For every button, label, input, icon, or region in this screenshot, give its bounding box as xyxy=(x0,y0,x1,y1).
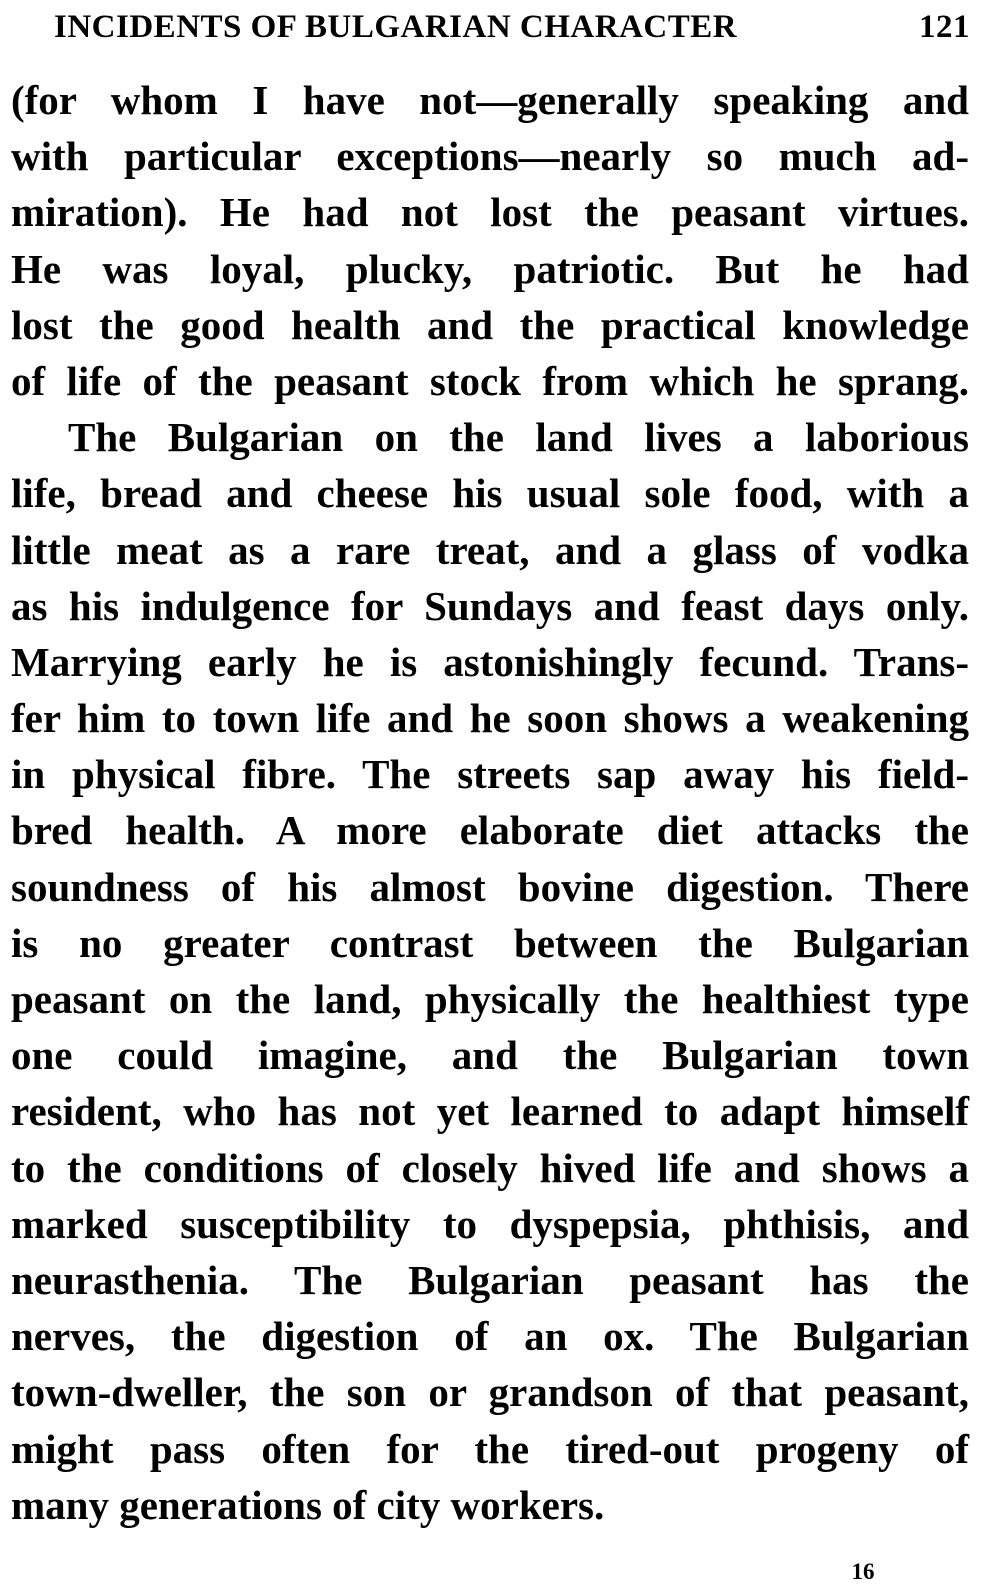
text-line: bred health. A more elaborate diet attacks the xyxy=(11,807,969,854)
text-line: life, bread and cheese his usual sole food, with a xyxy=(11,470,969,517)
text-line: neurasthenia. The Bulgarian peasant has the xyxy=(11,1256,969,1303)
text-line: peasant on the land, physically the healthiest type xyxy=(11,976,969,1022)
text-line: town-dweller, the son or grandson of that peasant, xyxy=(11,1369,969,1416)
text-line: with particular exceptions—nearly so much ad- xyxy=(11,133,969,180)
text-line: soundness of his almost bovine digestion. There xyxy=(11,863,969,910)
text-line: miration). He had not lost the peasant virtues. xyxy=(11,189,969,236)
text-line: Marrying early he is astonishingly fecund. Trans- xyxy=(11,638,969,685)
paragraph-first-line: The Bulgarian on the land lives a laborious xyxy=(68,414,969,461)
text-line: little meat as a rare treat, and a glass of vodka xyxy=(11,526,969,573)
signature-mark: 16 xyxy=(851,1559,875,1584)
running-title: INCIDENTS OF BULGARIAN CHARACTER xyxy=(54,8,738,45)
running-head xyxy=(54,4,970,50)
paragraph-last-line: many generations of city workers. xyxy=(11,1481,605,1528)
text-line: fer him to town life and he soon shows a weakening xyxy=(11,695,969,742)
text-line: nerves, the digestion of an ox. The Bulgarian xyxy=(11,1313,969,1360)
text-line: lost the good health and the practical knowledge xyxy=(11,301,969,348)
text-line: of life of the peasant stock from which he sprang. xyxy=(11,357,969,404)
text-line: (for whom I have not—generally speaking and xyxy=(11,77,969,123)
text-line: as his indulgence for Sundays and feast days only. xyxy=(11,582,969,629)
text-line: He was loyal, plucky, patriotic. But he had xyxy=(11,245,969,292)
text-line: to the conditions of closely hived life and shows a xyxy=(11,1144,969,1191)
body-text xyxy=(11,72,969,1533)
text-line: resident, who has not yet learned to adapt himself xyxy=(11,1088,969,1135)
text-line: in physical fibre. The streets sap away his field- xyxy=(11,751,969,798)
text-line: might pass often for the tired-out progeny of xyxy=(11,1425,969,1472)
text-line: one could imagine, and the Bulgarian town xyxy=(11,1032,969,1079)
text-line: marked susceptibility to dyspepsia, phthisis, and xyxy=(11,1200,969,1247)
page-number: 121 xyxy=(919,8,970,45)
text-line: is no greater contrast between the Bulgarian xyxy=(11,919,969,966)
